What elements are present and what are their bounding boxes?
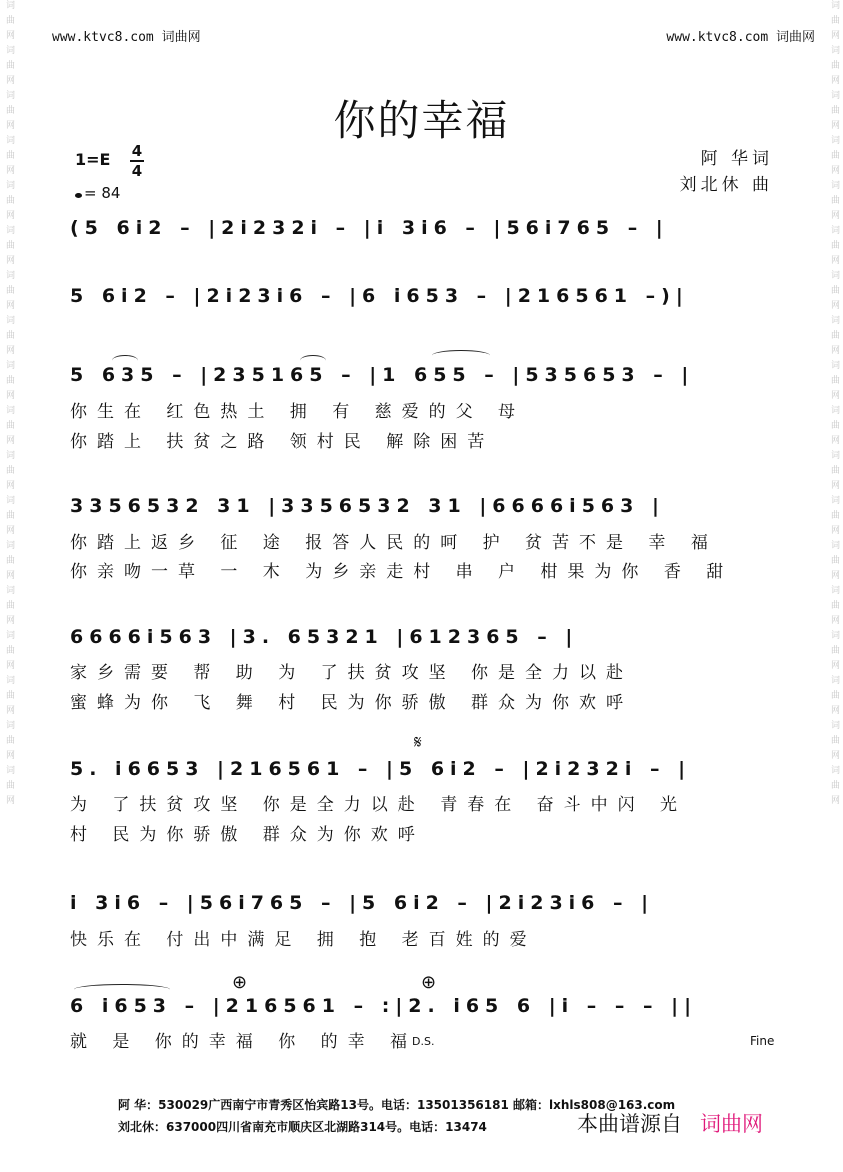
source-text: 本曲谱源自 (577, 1112, 682, 1136)
lyricist-contact: 阿 华：530029广西南宁市青秀区怡宾路13号。电话：13501356181 邮箱：lxhls808@163.com (118, 1098, 676, 1112)
song-title: 你的幸福 (333, 96, 510, 145)
score-line-3: 5 635 – |235165 – |1 655 – |535653 – | (70, 364, 695, 386)
tempo-marking (75, 184, 120, 202)
composer-contact: 刘北休：637000四川省南充市顺庆区北湖路314号。电话：13474 (118, 1120, 487, 1134)
score-line-7: i 3i6 – |56i765 – |5 6i2 – |2i23i6 – | (70, 892, 655, 914)
lyrics-line-7-verse-1: 快乐在 付出中满足 拥 抱 老百姓的爱 (70, 930, 537, 950)
coda-icon: ⊕ (421, 972, 437, 993)
lyrics-line-8-verse-1: 就 是 你的幸福 你 的幸 福 (70, 1032, 418, 1052)
score-line-5: 6666i563 |3. 65321 |612365 – | (70, 626, 579, 648)
lyrics-line-5-verse-1: 家乡需要 帮 助 为 了扶贫攻坚 你是全力以赴 (70, 663, 634, 683)
lyricist-credit: 阿 华词 (700, 149, 773, 169)
slur (432, 350, 490, 361)
key-signature: 1=E (75, 150, 111, 169)
time-signature (130, 143, 144, 179)
composer-credit: 刘北休 曲 (679, 175, 773, 195)
segno-icon: 𝄋 (414, 732, 422, 753)
lyrics-line-3-verse-1: 你生在 红色热土 拥 有 慈爱的父 母 (70, 402, 526, 422)
watermark-right: 词曲网词曲网词曲网词曲网词曲网词曲网词曲网词曲网词曲网词曲网词曲网词曲网词曲网词曲网词曲网词曲网词曲网词曲网 (829, 0, 839, 810)
score-line-8: 6 i653 – |216561 – :|2. i65 6 |i – – – || (70, 995, 698, 1017)
coda-icon: ⊕ (232, 972, 248, 993)
quarter-note-icon (75, 193, 82, 198)
score-line-1: (5 6i2 – |2i232i – |i 3i6 – |56i765 – | (70, 217, 669, 239)
fine-marking: Fine (750, 1034, 775, 1048)
time-signature-top: 4 (131, 142, 143, 160)
lyrics-line-6-verse-2: 村 民为你骄傲 群众为你欢呼 (70, 825, 425, 845)
lyrics-line-5-verse-2: 蜜蜂为你 飞 舞 村 民为你骄傲 群众为你欢呼 (70, 693, 634, 713)
score-line-2: 5 6i2 – |2i23i6 – |6 i653 – |216561 –)| (70, 285, 689, 307)
lyrics-line-6-verse-1: 为 了扶贫攻坚 你是全力以赴 青春在 奋斗中闪 光 (70, 795, 688, 815)
site-url-right[interactable]: www.ktvc8.com 词曲网 (666, 30, 815, 45)
tempo-value: = 84 (84, 184, 121, 202)
brand-name[interactable]: 词曲网 (700, 1112, 763, 1136)
lyrics-line-3-verse-2: 你踏上 扶贫之路 领村民 解除困苦 (70, 432, 495, 452)
watermark-left: 词曲网词曲网词曲网词曲网词曲网词曲网词曲网词曲网词曲网词曲网词曲网词曲网词曲网词曲网词曲网词曲网词曲网词曲网 (4, 0, 14, 810)
time-signature-bottom: 4 (131, 162, 143, 180)
score-line-4: 3356532 31 |3356532 31 |6666i563 | (70, 495, 665, 517)
source-brand (577, 1108, 763, 1138)
dal-segno-marking: D.S. (412, 1035, 435, 1048)
site-url-left[interactable]: www.ktvc8.com 词曲网 (52, 30, 201, 45)
lyrics-line-4-verse-2: 你亲吻一草 一 木 为乡亲走村 串 户 柑果为你 香 甜 (70, 562, 734, 582)
lyrics-line-4-verse-1: 你踏上返乡 征 途 报答人民的呵 护 贫苦不是 幸 福 (70, 533, 718, 553)
score-line-6: 5. i6653 |216561 – |5 6i2 – |2i232i – | (70, 758, 692, 780)
